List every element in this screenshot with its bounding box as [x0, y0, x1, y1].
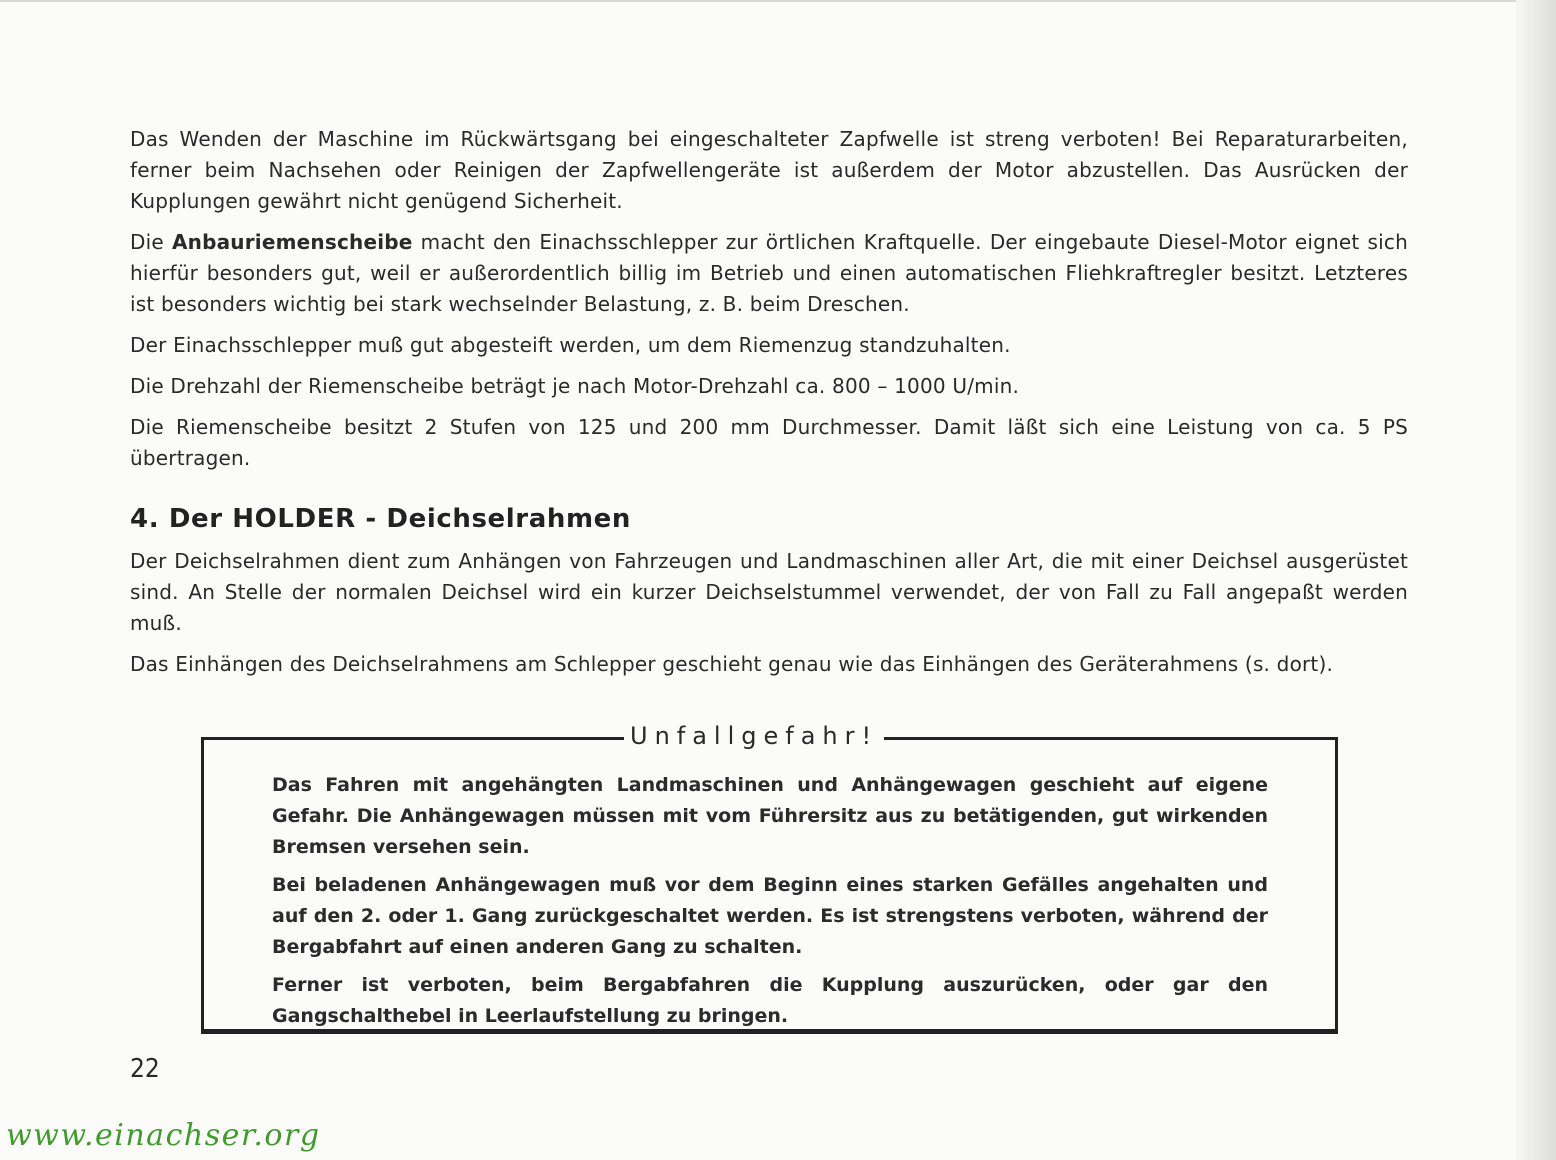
watermark-url: www.einachser.org — [6, 1118, 321, 1153]
paragraph-drehzahl: Die Drehzahl der Riemenscheibe beträgt je nach Motor-Drehzahl ca. 800 – 1000 U/min. — [130, 374, 1020, 398]
page-top-border — [0, 0, 1556, 2]
paragraph-deichselrahmen: Der Deichselrahmen dient zum Anhängen von Fahrzeugen und Landmaschinen aller Art, die mit einer Deichsel ausgerüstet sind. An Stelle der normalen Deichsel wird ein kurzer Deichselstummel verwendet, der von Fall zu Fall angepaßt werden muß. — [130, 549, 1408, 635]
paragraph-anbauriemenscheibe — [130, 227, 1408, 320]
warning-title: Unfallgefahr! — [624, 722, 884, 750]
warning-paragraph-anhaengen: Das Fahren mit angehängten Landmaschinen und Anhängewagen geschieht auf eigene Gefahr. Die Anhängewagen müssen mit vom Führersitz aus zu betätigenden, gut wirkenden Bremsen versehen sein. — [272, 774, 1268, 858]
paragraph-abgesteift: Der Einachsschlepper muß gut abgesteift werden, um dem Riemenzug standzuhalten. — [130, 333, 1011, 357]
page-number: 22 — [130, 1054, 160, 1084]
paragraph-prefix: Die — [130, 230, 172, 254]
page-content — [130, 124, 1408, 690]
term-anbauriemenscheibe: Anbauriemenscheibe — [171, 230, 413, 254]
warning-body — [272, 770, 1268, 1039]
warning-box — [201, 722, 1338, 1034]
warning-paragraph-gefaelle: Bei beladenen Anhängewagen muß vor dem Beginn eines starken Gefälles angehalten und auf den 2. oder 1. Gang zurückgeschaltet werden. Es ist strengstens verboten, während der Bergabfahrt auf einen anderen Gang zu schalten. — [272, 874, 1268, 958]
paragraph-rest: macht den Einachsschlepper zur örtlichen Kraftquelle. Der eingebaute Diesel-Motor eignet sich hierfür besonders gut, weil er außerordentlich billig im Betrieb und einen automatischen Fliehkraftregler besitzt. Letzteres ist besonders wichtig bei stark wechselnder Belastung, z. B. beim Dreschen. — [130, 230, 1408, 316]
paragraph-stufen: Die Riemenscheibe besitzt 2 Stufen von 125 und 200 mm Durchmesser. Damit läßt sich eine Leistung von ca. 5 PS übertragen. — [130, 415, 1408, 470]
page-binding-shadow — [1516, 0, 1556, 1160]
paragraph-einhaengen: Das Einhängen des Deichselrahmens am Schlepper geschieht genau wie das Einhängen des Geräterahmens (s. dort). — [130, 652, 1334, 676]
paragraph-zapfwelle-warning: Das Wenden der Maschine im Rückwärtsgang bei eingeschalteter Zapfwelle ist streng verboten! Bei Reparaturarbeiten, ferner beim Nachsehen oder Reinigen der Zapfwellengeräte ist außerdem der Motor abzustellen. Das Ausrücken der Kupplungen gewährt nicht genügend Sicherheit. — [130, 127, 1408, 213]
warning-paragraph-kupplung: Ferner ist verboten, beim Bergabfahren die Kupplung auszurücken, oder gar den Gangschalthebel in Leerlaufstellung zu bringen. — [272, 974, 1268, 1027]
section-heading: 4. Der HOLDER - Deichselrahmen — [130, 504, 631, 534]
